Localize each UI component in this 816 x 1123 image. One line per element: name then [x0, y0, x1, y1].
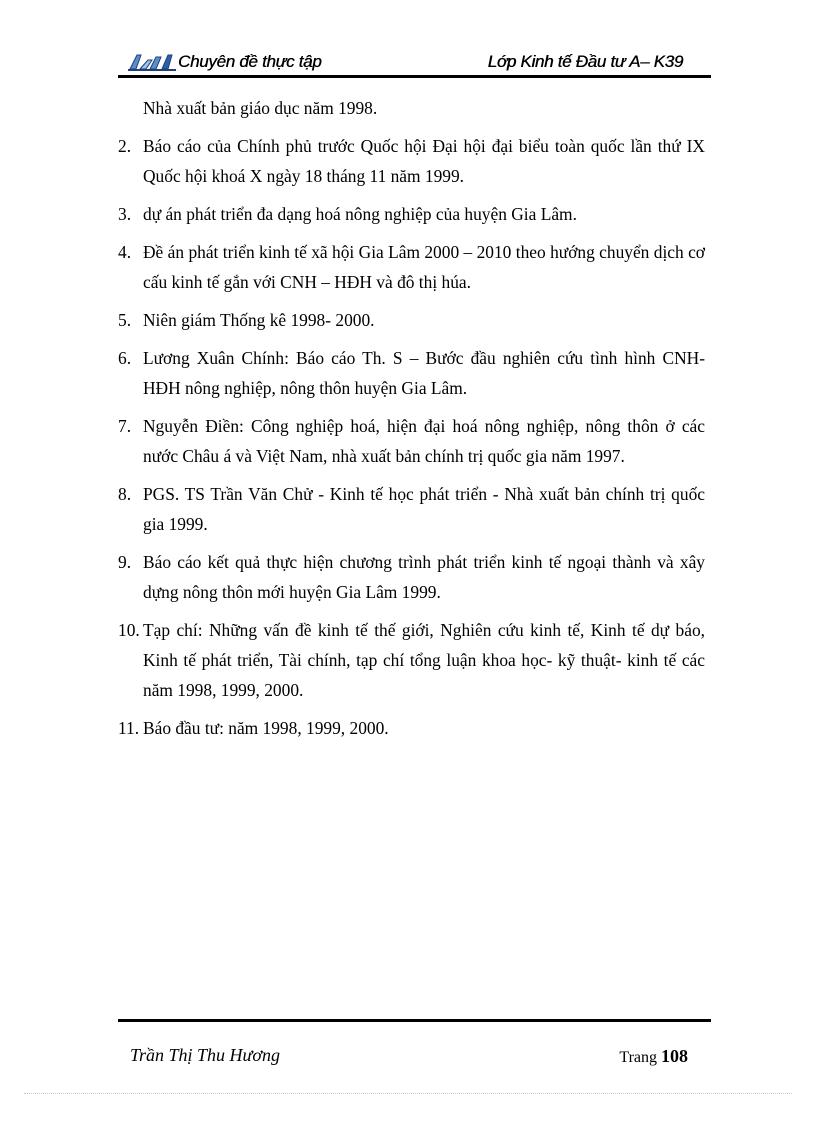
- reference-number: 5.: [118, 310, 132, 330]
- reference-number: 9.: [118, 552, 132, 572]
- reference-item: [118, 713, 705, 743]
- reference-number: 4.: [118, 242, 132, 262]
- reference-item: [118, 199, 705, 229]
- reference-text: Nguyễn Điền: Công nghiệp hoá, hiện đại hoá nông nghiệp, nông thôn ở các nước Châu á và Việt Nam, nhà xuất bản chính trị quốc gia năm 1997.: [143, 416, 705, 466]
- book-logo-icon: [128, 52, 176, 72]
- header-divider: [118, 75, 711, 78]
- reference-item: [118, 343, 705, 403]
- page-number: 108: [661, 1046, 688, 1066]
- reference-item: [118, 479, 705, 539]
- reference-text: Đề án phát triển kinh tế xã hội Gia Lâm 2000 – 2010 theo hướng chuyển dịch cơ cấu kinh tế gắn với CNH – HĐH và đô thị húa.: [143, 242, 705, 292]
- reference-item: [118, 237, 705, 297]
- page-header: [118, 50, 711, 76]
- reference-number: 6.: [118, 348, 132, 368]
- reference-text: Lương Xuân Chính: Báo cáo Th. S – Bước đầu nghiên cứu tình hình CNH- HĐH nông nghiệp, nông thôn huyện Gia Lâm.: [143, 348, 705, 398]
- reference-text: Báo cáo kết quả thực hiện chương trình phát triển kinh tế ngoại thành và xây dựng nông thôn mới huyện Gia Lâm 1999.: [143, 552, 705, 602]
- reference-item: [118, 547, 705, 607]
- footer-author: Trần Thị Thu Hương: [130, 1045, 280, 1065]
- reference-item: [118, 305, 705, 335]
- header-course-title: Chuyên đề thực tập: [178, 52, 322, 71]
- reference-text: PGS. TS Trần Văn Chử - Kinh tế học phát triển - Nhà xuất bản chính trị quốc gia 1999.: [143, 484, 705, 534]
- footer-page-indicator: [619, 1046, 688, 1067]
- reference-text: dự án phát triển đa dạng hoá nông nghiệp của huyện Gia Lâm.: [143, 204, 577, 224]
- reference-number: 2.: [118, 136, 132, 156]
- reference-number: 7.: [118, 416, 132, 436]
- page-label: Trang: [619, 1049, 657, 1066]
- reference-item: [118, 131, 705, 191]
- reference-text: Niên giám Thống kê 1998- 2000.: [143, 310, 375, 330]
- footer-divider: [118, 1019, 711, 1022]
- reference-text: Tạp chí: Những vấn đề kinh tế thế giới, Nghiên cứu kinh tế, Kinh tế dự báo, Kinh tế phát triển, Tài chính, tạp chí tổng luận khoa học- kỹ thuật- kinh tế các năm 1998, 1999, 2000.: [143, 620, 705, 700]
- reference-text: Báo cáo của Chính phủ trước Quốc hội Đại hội đại biểu toàn quốc lần thứ IX Quốc hội khoá X ngày 18 tháng 11 năm 1999.: [143, 136, 705, 186]
- reference-number: 11.: [118, 718, 140, 738]
- reference-number: 8.: [118, 484, 132, 504]
- reference-continuation: Nhà xuất bản giáo dục năm 1998.: [143, 98, 378, 118]
- reference-list: [118, 131, 705, 743]
- reference-number: 10.: [118, 620, 140, 640]
- reference-item: [118, 615, 705, 705]
- header-class-name: Lớp Kinh tế Đầu tư A– K39: [487, 52, 683, 71]
- reference-item: [118, 411, 705, 471]
- page-bottom-border: [24, 1093, 792, 1094]
- reference-list-section: [118, 93, 705, 751]
- reference-number: 3.: [118, 204, 132, 224]
- reference-text: Báo đầu tư: năm 1998, 1999, 2000.: [143, 718, 389, 738]
